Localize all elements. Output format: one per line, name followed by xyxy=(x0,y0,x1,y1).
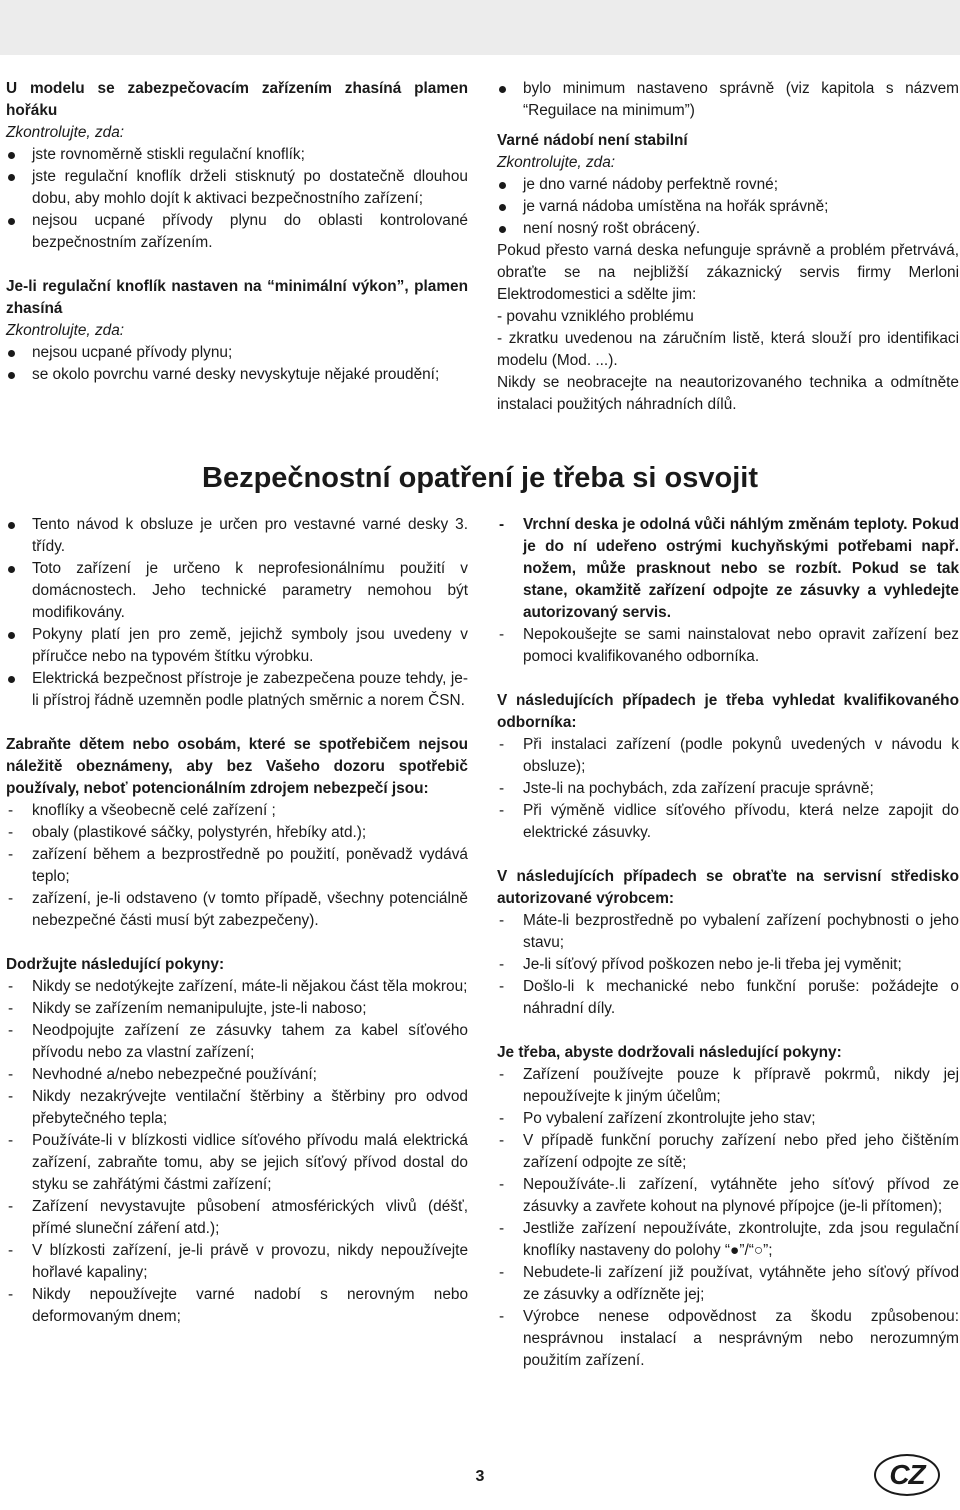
column-top-right xyxy=(497,78,959,416)
dash-list xyxy=(497,734,959,844)
dash-list xyxy=(497,1064,959,1372)
section-heading: Zabraňte dětem nebo osobám, které se spotřebičem nejsou náležitě obeznámeny, aby bez Vašeho dozoru spotřebič používaly, neboť potencionálním zdrojem nebezpečí jsou: xyxy=(6,736,468,797)
list-item: Elektrická bezpečnost přístroje je zabezpečena pouze tehdy, je-li přístroj řádně uzemněn podle platných směrnic a norem ČSN. xyxy=(6,668,468,712)
paragraph: - povahu vzniklého problému xyxy=(497,308,694,325)
top-bar xyxy=(0,0,960,55)
bullet-list xyxy=(497,78,959,122)
page-number: 3 xyxy=(475,1468,485,1485)
bullet-list xyxy=(497,174,959,240)
dash-list xyxy=(6,976,468,1328)
list-item: - Výrobce nenese odpovědnost za škodu způsobenou: nesprávnou instalací a nesprávným nebo nerozumným použitím zařízení. xyxy=(497,1306,959,1372)
list-item: - Nebudete-li zařízení již používat, vytáhněte jeho síťový přívod ze zásuvky a odřízněte jej; xyxy=(497,1262,959,1306)
column-bottom-right xyxy=(497,514,959,1372)
list-item: - Došlo-li k mechanické nebo funkční poruše: požádejte o náhradní díly. xyxy=(497,976,959,1020)
list-item: Toto zařízení je určeno k neprofesionálnímu použití v domácnostech. Jeho technické parametry nemohou být modifikovány. xyxy=(6,558,468,624)
list-item: - V blízkosti zařízení, je-li právě v provozu, nikdy nepoužívejte hořlavé kapaliny; xyxy=(6,1240,468,1284)
dash-list xyxy=(497,514,959,668)
list-item: bylo minimum nastaveno správně (viz kapitola s názvem “Reguilace na minimum”) xyxy=(497,78,959,122)
list-item: - V případě funkční poruchy zařízení nebo před jeho čištěním zařízení odpojte ze sítě; xyxy=(497,1130,959,1174)
section-heading: Varné nádobí není stabilní xyxy=(497,132,688,149)
list-item: je varná nádoba umístěna na hořák správně; xyxy=(497,196,959,218)
check-label: Zkontrolujte, zda: xyxy=(497,154,616,171)
list-item: se okolo povrchu varné desky nevyskytuje nějaké proudění; xyxy=(6,364,468,386)
section-heading: Je třeba, abyste dodržovali následující pokyny: xyxy=(497,1044,842,1061)
check-label: Zkontrolujte, zda: xyxy=(6,322,125,339)
list-item: - Nevhodné a/nebo nebezpečné používání; xyxy=(6,1064,468,1086)
list-item: - Nikdy nezakrývejte ventilační štěrbiny a štěrbiny pro odvod přebytečného tepla; xyxy=(6,1086,468,1130)
list-item: - obaly (plastikové sáčky, polystyrén, hřebíky atd.); xyxy=(6,822,468,844)
list-item: - Nikdy se nedotýkejte zařízení, máte-li nějakou část těla mokrou; xyxy=(6,976,468,998)
list-item: - Zařízení používejte pouze k přípravě pokrmů, nikdy jej nepoužívejte k jiným účelům; xyxy=(497,1064,959,1108)
bullet-list xyxy=(6,342,468,386)
list-item: - Nikdy nepoužívejte varné nadobí s nerovným nebo deformovaným dnem; xyxy=(6,1284,468,1328)
column-bottom-left xyxy=(6,514,468,1328)
dash-list xyxy=(497,910,959,1020)
column-top-left xyxy=(6,78,468,386)
list-item: - Nepokoušejte se sami nainstalovat nebo opravit zařízení bez pomoci kvalifikovaného odborníka. xyxy=(497,624,959,668)
list-item: jste rovnoměrně stiskli regulační knoflík; xyxy=(6,144,468,166)
check-label: Zkontrolujte, zda: xyxy=(6,124,125,141)
list-item: - zařízení během a bezprostředně po použití, poněvadž vydává teplo; xyxy=(6,844,468,888)
paragraph: - zkratku uvedenou na záručním listě, která slouží pro identifikaci modelu (Mod. ...). xyxy=(497,330,959,369)
section-heading: Dodržujte následující pokyny: xyxy=(6,956,225,973)
list-item: je dno varné nádoby perfektně rovné; xyxy=(497,174,959,196)
list-item: - Zařízení nevystavujte působení atmosférických vlivů (déšť, přímé sluneční záření atd.); xyxy=(6,1196,468,1240)
list-item: nejsou ucpané přívody plynu; xyxy=(6,342,468,364)
language-badge: CZ xyxy=(874,1454,940,1496)
section-heading: V následujících případech je třeba vyhledat kvalifikovaného odborníka: xyxy=(497,692,959,731)
dash-list xyxy=(6,800,468,932)
section-heading: Je-li regulační knoflík nastaven na “minimální výkon”, plamen zhasíná xyxy=(6,278,468,317)
list-item: nejsou ucpané přívody plynu do oblasti kontrolované bezpečnostním zařízením. xyxy=(6,210,468,254)
bullet-list xyxy=(6,514,468,712)
list-item: Pokyny platí jen pro země, jejichž symboly jsou uvedeny v příručce nebo na typovém štítku výrobku. xyxy=(6,624,468,668)
page-title: Bezpečnostní opatření je třeba si osvojit xyxy=(202,462,758,494)
list-item: - Při instalaci zařízení (podle pokynů uvedených v návodu k obsluze); xyxy=(497,734,959,778)
list-item: - zařízení, je-li odstaveno (v tomto případě, všechny potenciálně nebezpečné části musí být zabezpečeny). xyxy=(6,888,468,932)
section-heading: V následujících případech se obraťte na servisní středisko autorizované výrobcem: xyxy=(497,868,959,907)
list-item: - Jste-li na pochybách, zda zařízení pracuje správně; xyxy=(497,778,959,800)
list-item: - knoflíky a všeobecně celé zařízení ; xyxy=(6,800,468,822)
paragraph: Nikdy se neobracejte na neautorizovaného technika a odmítněte instalaci použitých náhradních dílů. xyxy=(497,374,959,413)
paragraph: Pokud přesto varná deska nefunguje správně a problém přetrvává, obraťte se na nejbližší zákaznický servis firmy Merloni Elektrodomestici a sdělte jim: xyxy=(497,242,959,303)
list-item: - Neodpojujte zařízení ze zásuvky tahem za kabel síťového přívodu nebo za vlastní zařízení; xyxy=(6,1020,468,1064)
list-item: - Jestliže zařízení nepoužíváte, zkontrolujte, zda jsou regulační knoflíky nastaveny do polohy “●”/“○”; xyxy=(497,1218,959,1262)
list-item: - Při výměně vidlice síťového přívodu, která nelze zapojit do elektrické zásuvky. xyxy=(497,800,959,844)
section-heading: U modelu se zabezpečovacím zařízením zhasíná plamen hořáku xyxy=(6,80,468,119)
bullet-list xyxy=(6,144,468,254)
list-item: - Nepoužíváte-.li zařízení, vytáhněte jeho síťový přívod ze zásuvky a zavřete kohout na plynové přípojce (je-li přítomen); xyxy=(497,1174,959,1218)
list-item: - Používáte-li v blízkosti vidlice síťového přívodu malá elektrická zařízení, zabraňte tomu, aby se jejich síťový přívod dostal do styku se zahřátými částmi zařízení; xyxy=(6,1130,468,1196)
list-item: Tento návod k obsluze je určen pro vestavné varné desky 3. třídy. xyxy=(6,514,468,558)
list-item: jste regulační knoflík drželi stisknutý po dostatečně dlouhou dobu, aby mohlo dojít k aktivaci bezpečnostního zařízení; xyxy=(6,166,468,210)
list-item: - Je-li síťový přívod poškozen nebo je-li třeba jej vyměnit; xyxy=(497,954,959,976)
list-item: - Máte-li bezprostředně po vybalení zařízení pochybnosti o jeho stavu; xyxy=(497,910,959,954)
list-item: není nosný rošt obrácený. xyxy=(497,218,959,240)
list-item: - Po vybalení zařízení zkontrolujte jeho stav; xyxy=(497,1108,959,1130)
list-item: - Vrchní deska je odolná vůči náhlým změnám teploty. Pokud je do ní udeřeno ostrými kuchyňskými potřebami např. nožem, může prasknout nebo se rozbít. Pokud se tak stane, okamžitě zařízení odpojte ze zásuvky a vyhledejte autorizovaný servis. xyxy=(497,514,959,624)
list-item: - Nikdy se zařízením nemanipulujte, jste-li naboso; xyxy=(6,998,468,1020)
